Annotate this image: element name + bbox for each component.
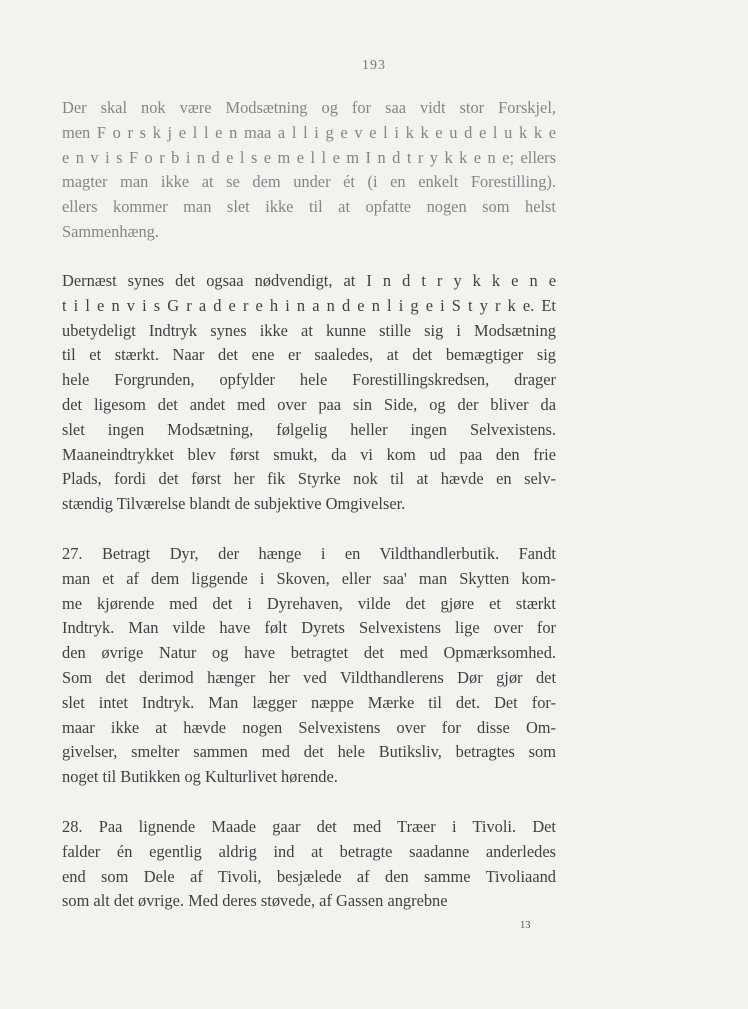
text-line: Som det derimod hænger her ved Vildthandlerens Dør gjør det: [62, 667, 556, 687]
text-line: den øvrige Natur og have betragtet det med Opmærksomhed.: [62, 643, 556, 663]
text-line: man et af dem liggende i Skoven, eller saa' man Skytten kom-: [62, 568, 556, 588]
text-line: magter man ikke at se dem under ét (i en enkelt Forestilling).: [62, 172, 556, 192]
text-line: givelser, smelter sammen med det hele Butiksliv, betragtes som: [62, 742, 556, 762]
text-line: ubetydeligt Indtryk synes ikke at kunne stille sig i Modsætning: [62, 320, 556, 340]
page-number: 193: [362, 58, 386, 73]
text-line: men F o r s k j e l l e n maa a l l i g e v e l i k k e u d e l u k k e: [62, 122, 556, 142]
text-line: slet ingen Modsætning, følgelig heller ingen Selvexistens.: [62, 419, 556, 439]
text-line: Plads, fordi det først her fik Styrke nok til at hævde en selv-: [62, 469, 556, 489]
text-line: Dernæst synes det ogsaa nødvendigt, at I n d t r y k k e n e: [62, 271, 556, 290]
text-line: det ligesom det andet med over paa sin Side, og der bliver da: [62, 394, 556, 414]
text-line: Sammenhæng.: [62, 221, 159, 241]
text-line: til et stærkt. Naar det ene er saaledes, at det bemægtiger sig: [62, 345, 556, 365]
paragraph-1: [62, 96, 556, 245]
paragraph-2: [62, 269, 556, 517]
text-line: 28. Paa lignende Maade gaar det med Træer i Tivoli. Det: [62, 817, 556, 836]
text-line: falder én egentlig aldrig ind at betragte saadanne anderledes: [62, 841, 556, 861]
text-line: stændig Tilværelse blandt de subjektive Omgivelser.: [62, 494, 406, 514]
text-line: 27. Betragt Dyr, der hænge i en Vildthandlerbutik. Fandt: [62, 544, 556, 563]
text-line: som alt det øvrige. Med deres støvede, af Gassen angrebne: [62, 891, 448, 911]
paragraph-3: [62, 542, 556, 790]
text-line: hele Forgrunden, opfylder hele Forestillingskredsen, drager: [62, 370, 556, 390]
text-line: Der skal nok være Modsætning og for saa vidt stor Forskjel,: [62, 98, 556, 117]
text-line: me kjørende med det i Dyrehaven, vilde det gjøre et stærkt: [62, 593, 556, 613]
text-line: Maaneindtrykket blev først smukt, da vi kom ud paa den frie: [62, 444, 556, 464]
text-line: noget til Butikken og Kulturlivet hørende.: [62, 767, 338, 787]
text-line: e n v i s F o r b i n d e l s e m e l l e m I n d t r y k k e n e; ellers: [62, 147, 556, 167]
text-line: slet intet Indtryk. Man lægger næppe Mærke til det. Det for-: [62, 692, 556, 712]
paragraph-4: [62, 815, 556, 914]
text-line: Indtryk. Man vilde have følt Dyrets Selvexistens lige over for: [62, 618, 556, 638]
text-line: t i l e n v i s G r a d e r e h i n a n d e n l i g e i S t y r k e. Et: [62, 295, 556, 315]
text-line: end som Dele af Tivoli, besjælede af den samme Tivoliaand: [62, 866, 556, 886]
text-line: ellers kommer man slet ikke til at opfatte nogen som helst: [62, 197, 556, 217]
text-line: maar ikke at hævde nogen Selvexistens over for disse Om-: [62, 717, 556, 737]
signature-mark: 13: [520, 920, 531, 931]
